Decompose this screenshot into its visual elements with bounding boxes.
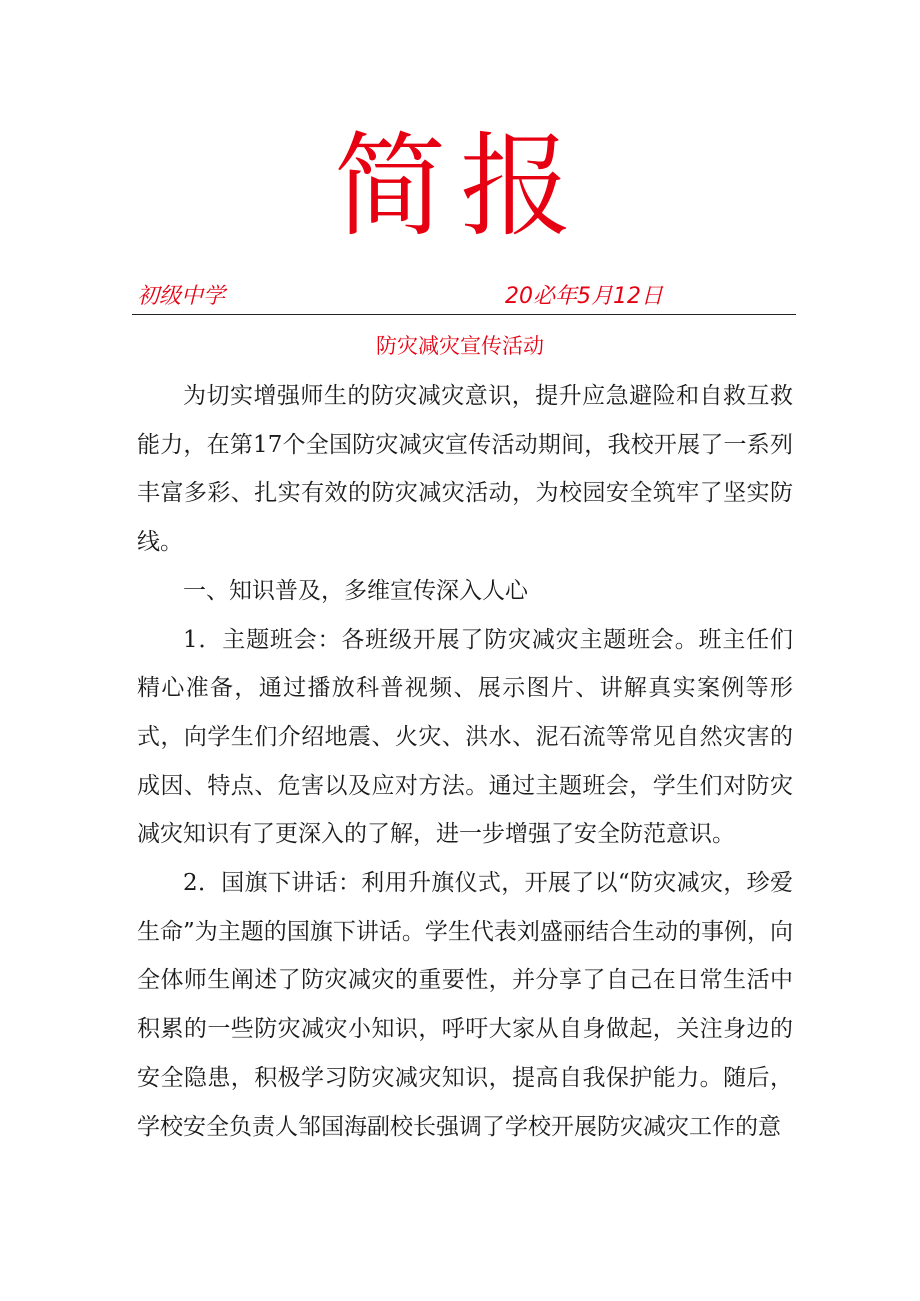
section-heading: 一、知识普及，多维宣传深入人心 [183,577,528,604]
issue-date: 20必年5月12日 [505,284,663,309]
paragraph-intro: 为切实增强师生的防灾减灾意识，提升应急避险和自救互救能力，在第17个全国防灾减灾宣传活动期间，我校开展了一系列丰富多彩、扎实有效的防灾减灾活动，为校园安全筑牢了坚实防线。 [137,383,793,556]
paragraph-item-2: 2．国旗下讲话：利用升旗仪式，开展了以“防灾减灾，珍爱生命”为主题的国旗下讲话。学生代表刘盛丽结合生动的事例，向全体师生阐述了防灾减灾的重要性，并分享了自己在日常生活中积累的一些防灾减灾小知识，呼吁大家从自身做起，关注身边的安全隐患，积极学习防灾减灾知识，提高自我保护能力。随后，学校安全负责人邹国海副校长强调了学校开展防灾减灾工作的意 [137,870,793,1140]
article-title: 防灾减灾宣传活动 [376,334,544,358]
header-divider [132,314,796,315]
school-name: 初级中学 [137,284,226,309]
paragraph-item-1: 1．主题班会：各班级开展了防灾减灾主题班会。班主任们精心准备，通过播放科普视频、展示图片、讲解真实案例等形式，向学生们介绍地震、火灾、洪水、泥石流等常见自然灾害的成因、特点、危害以及应对方法。通过主题班会，学生们对防灾减灾知识有了更深入的了解，进一步增强了安全防范意识。 [137,626,793,848]
masthead-title: 简报 [334,122,586,252]
article-body [137,372,793,1151]
header-meta-row [137,280,797,314]
